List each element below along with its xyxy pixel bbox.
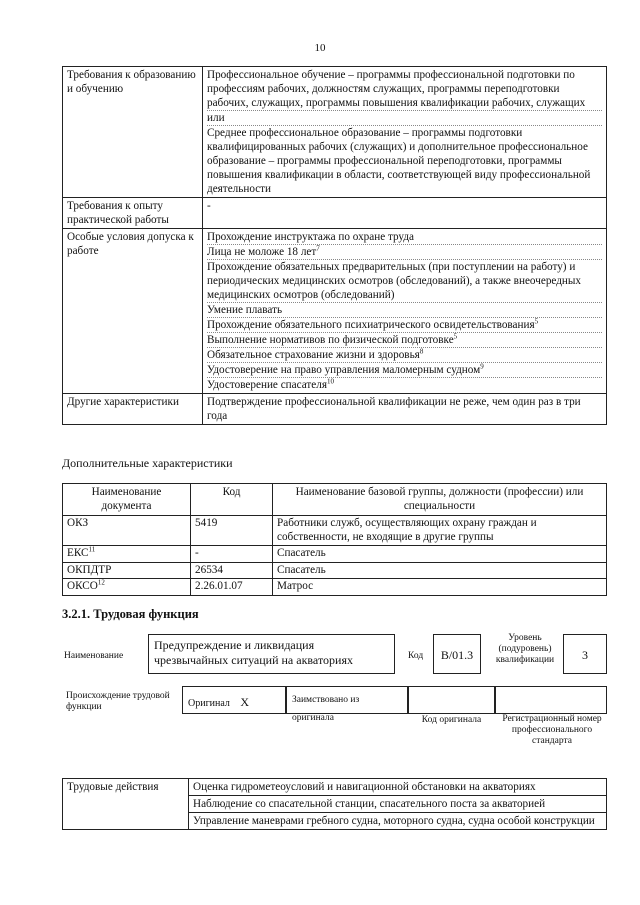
table-header-row	[63, 484, 607, 516]
table-row	[63, 579, 607, 596]
footnote-ref: 10	[326, 377, 334, 386]
name-label: Наименование	[64, 651, 124, 661]
column-header: Наименование базовой группы, должности (профессии) или специальности	[273, 484, 607, 516]
code-box	[433, 634, 481, 674]
footnote-ref: 5	[453, 332, 458, 341]
admission-line: Умение плавать	[207, 302, 602, 317]
row-label-education: Требования к образованию и обучению	[63, 67, 203, 198]
additional-table	[62, 483, 607, 596]
action-item: Наблюдение со спасательной станции, спасательного поста за акваторией	[189, 796, 607, 813]
code-cell: -	[191, 546, 273, 563]
table-row	[63, 229, 607, 394]
original-mark: X	[240, 695, 250, 709]
admission-line: Лица не моложе 18 лет$^7$	[207, 244, 602, 259]
actions-table	[62, 778, 607, 830]
name-cell: Матрос	[273, 579, 607, 596]
table-row	[63, 562, 607, 579]
level-box	[563, 634, 607, 674]
level-label: Уровень (подуровень) квалификации	[495, 633, 555, 665]
row-value-other: Подтверждение профессиональной квалификации не реже, чем один раз в три года	[203, 394, 607, 425]
row-label-admission: Особые условия допуска к работе	[63, 229, 203, 394]
footnote-ref: 5	[534, 317, 539, 326]
function-name-box	[148, 634, 395, 674]
admission-line: Выполнение нормативов по физической подготовке$^5$	[207, 332, 602, 347]
table-row	[63, 198, 607, 229]
original-code-label: Код оригинала	[421, 715, 482, 725]
table-row	[63, 67, 607, 198]
name-cell: Работники служб, осуществляющих охрану граждан и собственности, не входящие в другие группы	[273, 516, 607, 546]
doc-cell: ЕКС$^{11}$	[63, 546, 191, 563]
education-line: Среднее профессиональное образование – программы подготовки квалифицированных рабочих (служащих) и дополнительное профессиональное образование – программы профессиональной переподготовки, программы повышения квалификации в области, соответствующей виду профессиональной деятельности	[207, 125, 602, 196]
reg-number-box	[495, 686, 607, 714]
action-item: Оценка гидрометеоусловий и навигационной обстановки на акваториях	[189, 779, 607, 796]
row-value-experience: -	[203, 198, 607, 229]
additional-caption: Дополнительные характеристики	[62, 456, 233, 470]
doc-cell: ОКПДТР	[63, 562, 191, 579]
admission-line: Прохождение обязательных предварительных (при поступлении на работу) и периодических медицинских осмотров (обследований), а также внеочередных медицинских осмотров (обследований)	[207, 259, 602, 302]
row-label-other: Другие характеристики	[63, 394, 203, 425]
table-row	[63, 516, 607, 546]
admission-line: Прохождение обязательного психиатрического освидетельствования$^5$	[207, 317, 602, 332]
column-header: Код	[191, 484, 273, 516]
function-name: Предупреждение и ликвидация чрезвычайных ситуаций на акваториях	[154, 638, 353, 667]
original-box	[182, 686, 286, 714]
row-value-admission	[203, 229, 607, 394]
name-cell: Спасатель	[273, 562, 607, 579]
function-heading: 3.2.1. Трудовая функция	[62, 607, 199, 621]
row-label-experience: Требования к опыту практической работы	[63, 198, 203, 229]
original-code-box	[408, 686, 495, 714]
footnote-ref: 12	[97, 578, 105, 587]
code-cell: 5419	[191, 516, 273, 546]
table-row	[63, 546, 607, 563]
actions-label: Трудовые действия	[63, 779, 189, 830]
footnote-ref: 8	[419, 347, 424, 356]
admission-line: Обязательное страхование жизни и здоровья$^8$	[207, 347, 602, 362]
reg-number-label: Регистрационный номер профессионального стандарта	[502, 714, 602, 746]
education-line: или	[207, 110, 602, 125]
column-header: Наименование документа	[63, 484, 191, 516]
doc-cell: ОКЗ	[63, 516, 191, 546]
requirements-table	[62, 66, 607, 425]
level-value: 3	[582, 648, 588, 662]
function-code: B/01.3	[440, 648, 474, 662]
admission-line: Удостоверение спасателя$^{10}$	[207, 377, 602, 392]
original-label: Оригинал	[188, 698, 230, 709]
admission-line: Удостоверение на право управления маломерным судном$^9$	[207, 362, 602, 377]
education-line: Профессиональное обучение – программы профессиональной подготовки по профессиям рабочих, должностям служащих, программы переподготовки рабочих, служащих, программы повышения квалификации рабочих, служащих	[207, 69, 586, 109]
code-cell: 2.26.01.07	[191, 579, 273, 596]
table-row	[63, 394, 607, 425]
footnote-ref: 11	[88, 545, 96, 554]
footnote-ref: 9	[480, 362, 484, 371]
action-item: Управление маневрами гребного судна, моторного судна, судна особой конструкции	[189, 813, 607, 830]
code-cell: 26534	[191, 562, 273, 579]
origin-label: Происхождение трудовой функции	[66, 691, 170, 712]
doc-cell: ОКСО$^{12}$	[63, 579, 191, 596]
row-value-education	[203, 67, 607, 198]
admission-line: Прохождение инструктажа по охране труда	[207, 231, 414, 243]
name-cell: Спасатель	[273, 546, 607, 563]
code-label: Код	[408, 651, 424, 661]
borrowed-label: Заимствовано из оригинала	[292, 695, 360, 723]
borrowed-box	[286, 686, 408, 723]
page-number: 10	[314, 42, 326, 54]
table-row	[63, 779, 607, 796]
footnote-ref: 7	[316, 244, 320, 253]
